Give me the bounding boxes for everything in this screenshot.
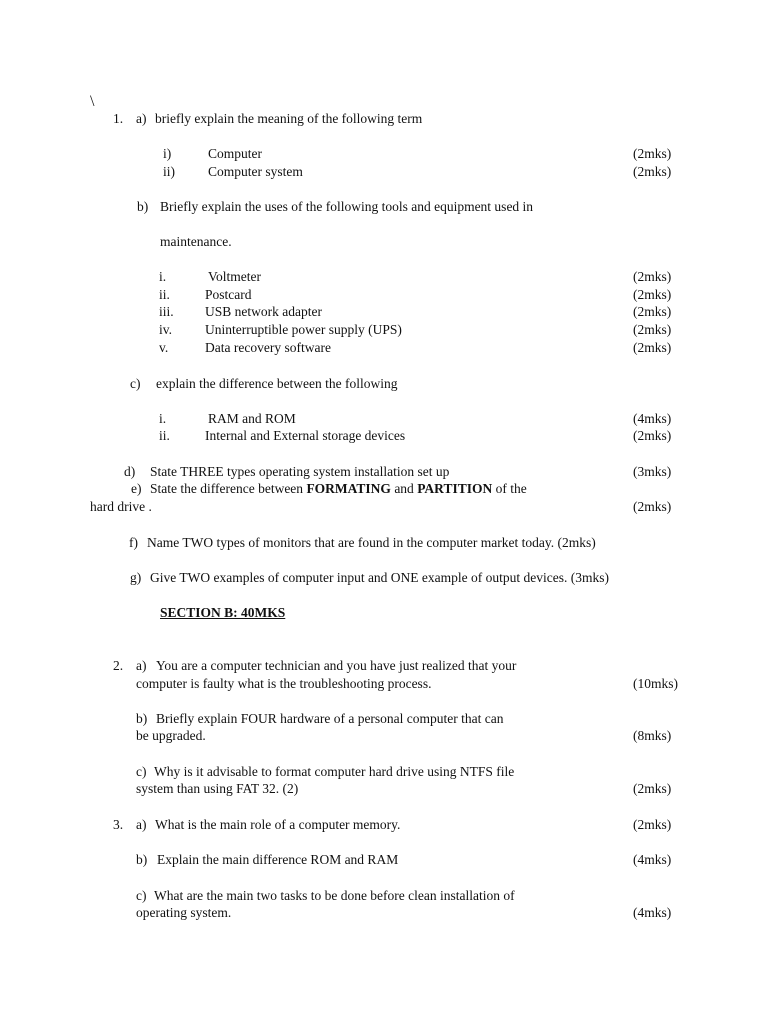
q1f-text: Name TWO types of monitors that are found in the computer market today. (2mks) (147, 535, 596, 550)
q1b-item-num: ii. (159, 287, 170, 302)
q1e-text (150, 481, 527, 497)
q2-number: 2. (113, 658, 124, 673)
q1e-text-mid: and (390, 481, 418, 496)
q2b-label: b) (136, 711, 148, 726)
q1b-item-text: Voltmeter (208, 269, 261, 284)
q1c-item-num: ii. (159, 428, 170, 443)
q1c-item-marks: (2mks) (633, 428, 672, 443)
q2a-label: a) (136, 658, 147, 673)
q1c-item-text: RAM and ROM (208, 411, 296, 426)
q1b-item-marks: (2mks) (633, 340, 672, 355)
q3a-text: What is the main role of a computer memory. (155, 817, 401, 832)
q1b-item-num: iv. (159, 322, 172, 337)
q3b-marks: (4mks) (633, 852, 672, 867)
q1b-text: Briefly explain the uses of the following tools and equipment used in (160, 199, 534, 214)
q1d-marks: (3mks) (633, 464, 672, 479)
q1d-label: d) (124, 464, 136, 479)
q3b-text: Explain the main difference ROM and RAM (157, 852, 399, 867)
q2c-text-line2: system than using FAT 32. (2) (136, 781, 299, 796)
q1c-label: c) (130, 376, 141, 391)
q1e-text-line2: hard drive . (90, 499, 152, 514)
q2a-text-line2: computer is faulty what is the troubleshooting process. (136, 676, 432, 691)
q2c-label: c) (136, 764, 147, 779)
q3a-marks: (2mks) (633, 817, 672, 832)
q3a-label: a) (136, 817, 147, 832)
q2b-text-line2: be upgraded. (136, 728, 206, 743)
q1b-item-text: Postcard (205, 287, 252, 302)
q1-number: 1. (113, 111, 124, 126)
q1b-item-text: USB network adapter (205, 304, 322, 319)
q3c-label: c) (136, 888, 147, 903)
q1f-label: f) (129, 535, 138, 550)
q2b-text-line1: Briefly explain FOUR hardware of a personal computer that can (156, 711, 504, 726)
q1b-item-num: v. (159, 340, 169, 355)
q1e-text-post: of the (492, 481, 527, 496)
q1g-text: Give TWO examples of computer input and ONE example of output devices. (3mks) (150, 570, 610, 585)
q1a-item-num: ii) (163, 164, 175, 179)
q3b-label: b) (136, 852, 148, 867)
q1b-item-text: Data recovery software (205, 340, 331, 355)
q1e-bold-partition: PARTITION (417, 481, 493, 496)
q1a-text: briefly explain the meaning of the following term (155, 111, 423, 126)
stray-backslash: \ (90, 93, 95, 110)
q1c-item-marks: (4mks) (633, 411, 672, 426)
q1b-item-marks: (2mks) (633, 269, 672, 284)
q3c-text-line1: What are the main two tasks to be done before clean installation of (154, 888, 515, 903)
q2b-marks: (8mks) (633, 728, 672, 743)
q1a-item-marks: (2mks) (633, 146, 672, 161)
q1e-marks: (2mks) (633, 499, 672, 514)
q3c-marks: (4mks) (633, 905, 672, 920)
q2c-text-line1: Why is it advisable to format computer hard drive using NTFS file (154, 764, 515, 779)
q1e-text-pre: State the difference between (150, 481, 307, 496)
q1b-item-num: iii. (159, 304, 174, 319)
q1a-item-marks: (2mks) (633, 164, 672, 179)
q1g-label: g) (130, 570, 142, 585)
q1a-label: a) (136, 111, 147, 126)
q1b-text-line2: maintenance. (160, 234, 232, 249)
section-b-heading: SECTION B: 40MKS (160, 605, 286, 620)
q1c-item-num: i. (159, 411, 167, 426)
q1e-bold-formating: FORMATING (306, 481, 391, 496)
q2a-text-line1: You are a computer technician and you have just realized that your (156, 658, 517, 673)
q1d-text: State THREE types operating system installation set up (150, 464, 450, 479)
q1b-label: b) (137, 199, 149, 214)
q1a-item-num: i) (163, 146, 172, 161)
q1b-item-num: i. (159, 269, 167, 284)
q3c-text-line2: operating system. (136, 905, 232, 920)
q3-number: 3. (113, 817, 124, 832)
q2c-marks: (2mks) (633, 781, 672, 796)
q1b-item-marks: (2mks) (633, 287, 672, 302)
q2a-marks: (10mks) (633, 676, 678, 691)
q1b-item-marks: (2mks) (633, 322, 672, 337)
q1e-label: e) (131, 481, 142, 496)
q1c-item-text: Internal and External storage devices (205, 428, 406, 443)
q1c-text: explain the difference between the following (156, 376, 398, 391)
q1a-item-text: Computer (208, 146, 262, 161)
q1b-item-marks: (2mks) (633, 304, 672, 319)
q1b-item-text: Uninterruptible power supply (UPS) (205, 322, 402, 337)
q1a-item-text: Computer system (208, 164, 303, 179)
